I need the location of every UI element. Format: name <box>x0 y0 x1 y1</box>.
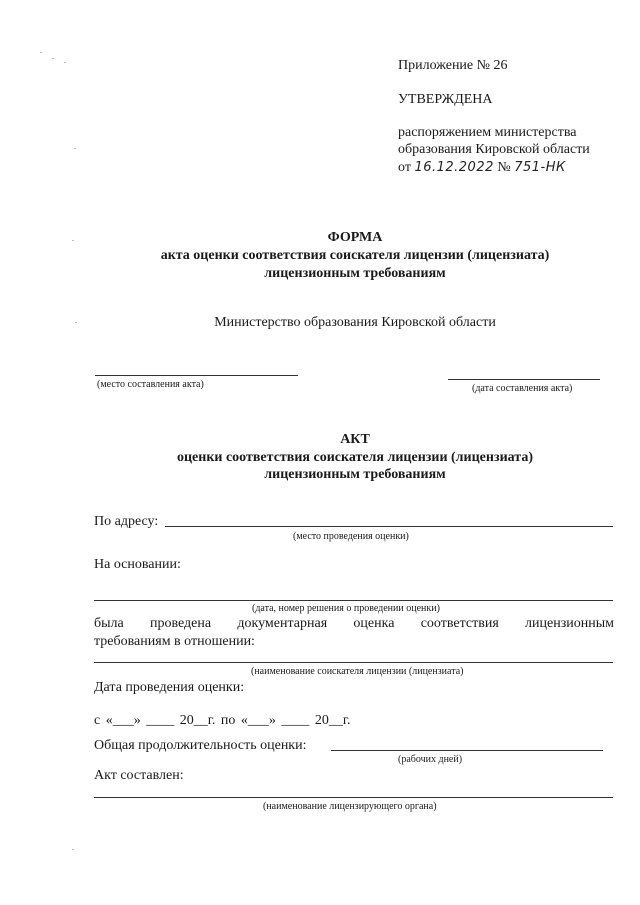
applicant-line <box>94 662 613 663</box>
authority-line <box>94 797 613 798</box>
compiled-label: Акт составлен: <box>94 768 184 783</box>
scan-speck <box>52 58 54 59</box>
duration-label: Общая продолжительность оценки: <box>94 738 307 753</box>
act-subtitle-1: оценки соответствия соискателя лицензии (лицензиата) <box>176 450 533 465</box>
date-caption: (дата составления акта) <box>472 383 573 394</box>
order-date-line <box>398 160 566 176</box>
place-line <box>95 375 298 376</box>
order-number-prefix: № <box>497 160 511 175</box>
basis-label: На основании: <box>94 557 181 572</box>
appendix-number: Приложение № 26 <box>398 58 508 73</box>
period-line: с «___» ____ 20__г. по «___» ____ 20__г. <box>94 713 351 728</box>
basis-line <box>94 600 613 601</box>
applicant-caption: (наименование соискателя лицензии (лицензиата) <box>251 666 464 677</box>
form-subtitle-2: лицензионным требованиям <box>264 266 446 281</box>
doc-assessment-line-1: была проведена документарная оценка соответствия лицензионным <box>94 616 614 631</box>
doc-assessment-line-2: требованиям в отношении: <box>94 634 255 649</box>
order-date-prefix: от <box>398 160 411 175</box>
order-date-handwritten: 16.12.2022 <box>414 160 494 175</box>
duration-line <box>331 750 603 751</box>
date-held-label: Дата проведения оценки: <box>94 680 245 695</box>
act-title: АКТ <box>340 432 370 447</box>
scan-speck <box>40 52 42 53</box>
authority-caption: (наименование лицензирующего органа) <box>263 801 437 812</box>
scan-speck <box>72 849 74 850</box>
order-number-handwritten: 751-НК <box>514 160 566 175</box>
form-title: ФОРМА <box>327 230 383 245</box>
act-subtitle-2: лицензионным требованиям <box>264 467 446 482</box>
date-line <box>448 379 600 380</box>
form-subtitle-1: акта оценки соответствия соискателя лицензии (лицензиата) <box>160 248 550 263</box>
order-line-2: образования Кировской области <box>398 142 590 157</box>
place-caption: (место составления акта) <box>97 379 204 390</box>
approved-label: УТВЕРЖДЕНА <box>398 92 493 107</box>
scan-speck <box>74 148 76 149</box>
basis-caption: (дата, номер решения о проведении оценки) <box>252 603 440 614</box>
address-caption: (место проведения оценки) <box>293 531 409 542</box>
address-line <box>165 526 613 527</box>
ministry-name: Министерство образования Кировской области <box>214 315 496 330</box>
address-label: По адресу: <box>94 514 159 529</box>
order-line-1: распоряжением министерства <box>398 125 577 140</box>
scan-speck <box>64 62 66 63</box>
duration-caption: (рабочих дней) <box>398 754 463 765</box>
